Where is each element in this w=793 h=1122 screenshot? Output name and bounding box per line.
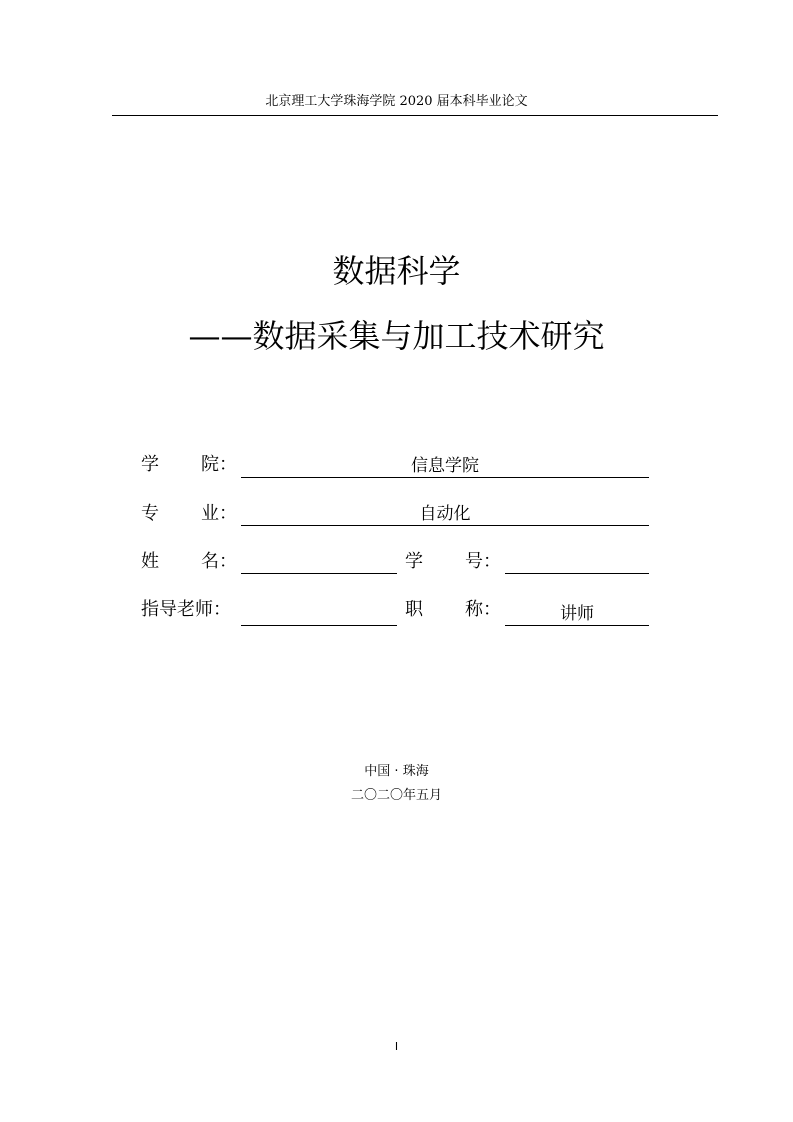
thesis-subtitle: ——数据采集与加工技术研究 [188,317,605,355]
major-label-char1: 专 [141,503,159,524]
title-rank-label-char1: 职 [405,599,423,620]
name-label-char1: 姓 [141,551,159,572]
student-id-label-char1: 学 [405,551,423,572]
page-number: I [394,1040,399,1053]
student-id-label-char2: 号： [465,551,501,572]
thesis-title: 数据科学 [332,252,461,290]
footer-date: 二〇二〇年五月 [350,788,442,803]
name-field [241,551,397,574]
advisor-field [241,603,397,626]
student-id-field [505,551,649,574]
page-header: 北京理工大学珠海学院 2020 届本科毕业论文 [265,94,528,109]
title-rank-label-char2: 称： [465,599,501,620]
college-label-char2: 院： [201,454,237,475]
title-rank-field: 讲师 [505,603,649,626]
college-field: 信息学院 [241,455,649,478]
footer-location: 中国 · 珠海 [364,764,429,779]
major-label-char2: 业： [201,503,237,524]
advisor-label: 指导老师： [141,599,231,620]
name-label-char2: 名： [201,551,237,572]
major-field: 自动化 [241,503,649,526]
header-rule [112,115,718,116]
college-label-char1: 学 [141,454,159,475]
